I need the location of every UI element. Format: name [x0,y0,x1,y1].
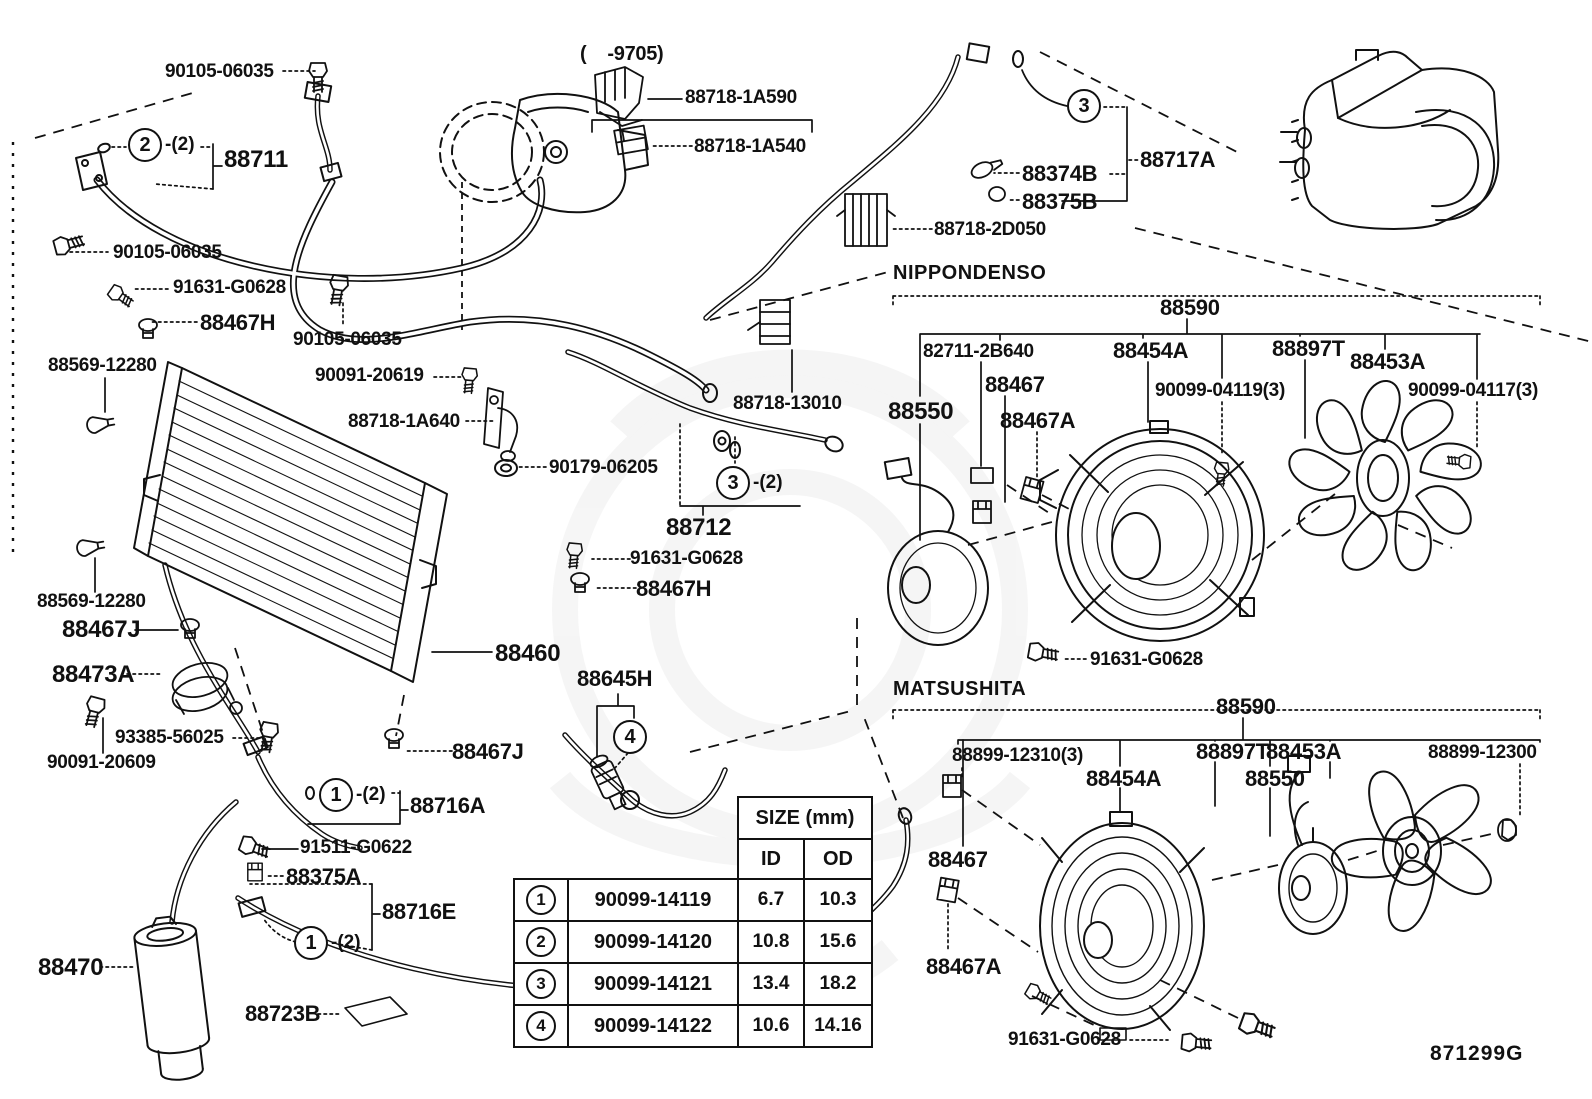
part-label: 88569-12280 [37,591,146,612]
part-label: 88467J [452,739,524,764]
callout-qty: -(2) [753,472,783,493]
part-label: 88716A [410,793,486,818]
table-callout-circle: 3 [526,969,556,999]
part-label: 88453A [1350,349,1426,374]
callout-qty: -(2) [356,784,386,805]
part-label: 88718-1A590 [685,87,797,108]
section-label-nippondenso: NIPPONDENSO [893,262,1047,284]
clamp-1A590 [595,67,643,126]
sticker [345,997,407,1026]
part-label: 88718-2D050 [934,219,1046,240]
callout-3 [716,466,783,500]
cap-88375B [989,187,1005,201]
table-row-callout [513,878,569,922]
fan-shroud-nippondenso [1040,421,1264,641]
table-id-value: 6.7 [737,878,805,922]
table-callout-circle: 1 [526,885,556,915]
callout-circle: 4 [613,720,647,754]
part-label: 88712 [666,514,732,541]
callout-circle: 1 [294,926,328,960]
part-label: 88467A [926,954,1002,979]
callout-circle: 1 [319,778,353,812]
part-label: 91631-G0628 [173,277,286,298]
part-label: 88717A [1140,147,1216,172]
table-od-value: 10.3 [803,878,873,922]
size-table-title: SIZE (mm) [737,796,873,840]
drawing-number: 871299G [1430,1042,1524,1065]
part-label: 90091-20609 [47,752,156,773]
table-part-number: 90099-14120 [567,920,739,964]
table-id-value: 13.4 [737,962,805,1006]
hose-fittings [76,43,1023,916]
callout-2 [128,128,195,162]
table-row-callout [513,920,569,964]
part-label: 88375A [286,864,362,889]
part-label: 88590 [1160,295,1220,320]
callout-3 [1067,89,1101,123]
part-label: 91631-G0628 [630,548,743,569]
part-label: 88550 [888,398,954,425]
part-label: 91631-G0628 [1008,1029,1121,1050]
part-label: 88716E [382,899,457,924]
callout-1 [319,778,386,812]
table-od-value: 18.2 [803,962,873,1006]
part-label: 88470 [38,954,104,981]
part-label: 90179-06205 [549,457,658,478]
part-label: 88899-12300 [1428,742,1537,763]
part-label: 88723B [245,1001,321,1026]
table-row-callout [513,962,569,1006]
fan-blade-matsushita [1327,768,1495,936]
washer-90179 [495,460,517,476]
clip-1A540 [614,126,648,155]
part-label: 88453A [1266,739,1342,764]
callout-4 [613,720,647,754]
table-part-number: 90099-14122 [567,1004,739,1048]
part-label: 90099-04117(3) [1408,380,1538,401]
part-label: 88454A [1113,338,1189,363]
table-id-value: 10.8 [737,920,805,964]
part-label: 88467J [62,616,141,643]
size-table-col-id: ID [737,838,805,880]
part-label: 90105-06035 [113,242,222,263]
part-label: 90105-06035 [293,329,402,350]
part-label: 90099-04119(3) [1155,380,1285,401]
callout-qty: -(2) [165,134,195,155]
callout-circle: 3 [716,466,750,500]
table-part-number: 90099-14121 [567,962,739,1006]
table-od-value: 15.6 [803,920,873,964]
section-label-matsushita: MATSUSHITA [893,678,1027,700]
part-label: ( -9705) [580,43,664,65]
part-label: 88375B [1022,189,1098,214]
callout-circle: 2 [128,128,162,162]
table-part-number: 90099-14119 [567,878,739,922]
nut-12300 [1498,819,1516,841]
part-label: 88718-1A540 [694,136,806,157]
part-label: 88550 [1245,766,1305,791]
fan-blade-nippondenso [1285,381,1483,577]
part-label: 88590 [1216,694,1276,719]
receiver-drier [132,914,213,1083]
clamp-13010 [748,300,790,344]
part-label: 88897T [1196,739,1269,764]
callout-circle: 3 [1067,89,1101,123]
bracket-1A640 [484,388,517,461]
table-row-callout [513,1004,569,1048]
part-label: 88467A [1000,408,1076,433]
table-callout-circle: 2 [526,927,556,957]
part-label: 88718-1A640 [348,411,460,432]
part-label: 82711-2B640 [923,341,1034,362]
part-label: 91631-G0628 [1090,649,1203,670]
condenser [134,362,447,682]
part-label: 90105-06035 [165,61,274,82]
part-label: 88645H [577,666,653,691]
part-label: 90091-20619 [315,365,424,386]
part-label: 88711 [224,146,288,173]
table-id-value: 10.6 [737,1004,805,1048]
part-label: 91511-G0622 [300,837,412,858]
callout-qty: -(2) [331,932,361,953]
cooling-unit [1280,50,1498,229]
part-label: 88467H [636,576,712,601]
callout-1 [294,926,361,960]
table-callout-circle: 4 [526,1011,556,1041]
part-label: 88467 [928,847,988,872]
table-od-value: 14.16 [803,1004,873,1048]
clamp-2D050 [837,194,895,246]
part-label: 88467 [985,372,1045,397]
part-label: 88467H [200,310,276,335]
part-label: 88460 [495,640,561,667]
part-label: 88374B [1022,161,1098,186]
part-label: 93385-56025 [115,727,224,748]
part-label: 88718-13010 [733,393,842,414]
part-label: 88899-12310(3) [952,745,1084,766]
part-label: 88569-12280 [48,355,157,376]
size-table-col-od: OD [803,838,873,880]
part-label: 88897T [1272,336,1345,361]
part-label: 88473A [52,661,135,688]
fan-shroud-matsushita [1040,812,1204,1040]
sensor-88374B [969,155,1004,181]
part-label: 88454A [1086,766,1162,791]
